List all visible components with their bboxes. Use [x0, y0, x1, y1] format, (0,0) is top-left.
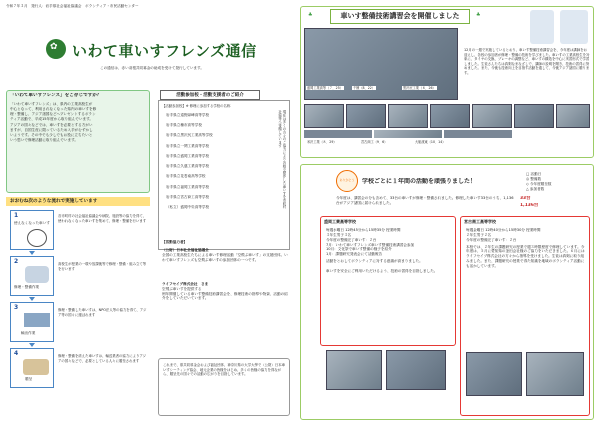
school-card-item: 毎週金曜日 12時40分から15時30分 授業時間 [466, 228, 541, 232]
supporter-name: （公財）日本社会福祉協議会 [162, 248, 209, 252]
workshop-photo [514, 104, 554, 128]
workshop-photo-strip [444, 130, 512, 138]
logo-flower-icon: ✿ [50, 42, 58, 52]
intro-line: 「いわて車いすフレンズ」は、県内の工業高校生が [10, 102, 93, 106]
results-title: 学校ごとに１年間の活動を頑張りました！ [362, 178, 477, 185]
school-card-item: 毎週水曜日 12時45分から15時35分 授業時間 [326, 228, 401, 232]
supporter-desc: 例年開催している車いす整備技術講習会を、修理技術の指導や物資、活動の紹介をしていただいています。 [162, 291, 288, 301]
workshop-body: 12月の一週で実施しているとおり、車いす整備技術講習会を、今年度は講師をお迎えし、各校の参加者が修理・整備の技術を学びました。車いすの工業高校生を対象に、タイヤの交換、ブレーキの調整など、車いすの構造を中心に実習形式で学習しました。生徒さんたちは真剣なまなざしで、講師の説明を聞き、技術の習得に努めました。また、今後も技術向上を目指す活動を通して、今後アジア諸国に贈ります。 [464, 48, 590, 75]
workshop-photo [388, 104, 428, 128]
school-card-item: 車いすを安全にご利用いただけるよう、技術の習得を目指しました。 [326, 269, 438, 274]
school-card-item: 1月：課題研究発表会にて活動報告 [326, 252, 383, 257]
workshop-photo [304, 104, 344, 128]
mascot-illustration [560, 10, 588, 44]
legend-item: ◎ 整備数 [526, 176, 542, 181]
workshop-photo-strip [374, 130, 442, 138]
school-item: 岩手県立宮古商工高等学校 [166, 194, 210, 199]
supporters-heading: 【活動協力者】 [162, 240, 188, 244]
morioka-photo [326, 350, 382, 390]
photo-caption: 宮古商工（9．6） [361, 140, 388, 144]
step-number: 4 [14, 350, 19, 357]
results-summary: 今年度は、講習会の分も含めて、33台の車いすが修理・整備されました。修理した車いす33台のうち、1,136台がアジア諸国に届けられました。 [336, 196, 514, 205]
arrow-down-icon [29, 251, 35, 255]
intro-line: いう思いで修理活動に取り組んでいます。 [10, 137, 78, 142]
flow-step-4 [10, 348, 54, 388]
school-list [166, 113, 266, 215]
workshop-photo [472, 104, 512, 128]
school-item: 岩手県立種市高等学校 [166, 123, 202, 128]
intro-line: いようです。その中でも少しでもお役に立ちたいと [10, 133, 93, 138]
legend-item: △ 参加者数 [526, 186, 545, 191]
clover-icon: ♣ [308, 12, 313, 18]
step-number: 1 [14, 212, 19, 219]
school-item: 岩手県立遠野緑峰高等学校 [166, 113, 210, 117]
workshop-photo [430, 104, 470, 128]
logo [46, 39, 66, 59]
thanks-note: これまで、県共同募金会および福祉団体、神奈川県の大学大學で（公財）日本車いすシーティング協会、地元企業の皆様をはじめ、多くの皆様の協力を得ながら、贈呈先の国々での活動の広がりを目指しています。 [158, 358, 290, 416]
flow-step-2 [10, 256, 54, 296]
miyako-photo [526, 352, 584, 396]
intro-line: ますが、自国生産に限っているため入手がむずかし [10, 128, 93, 133]
morioka-photo [386, 350, 446, 390]
step-label: 使えなくなった車いす [14, 221, 50, 225]
schools-side-note: 現在は多くの方々のご協力により各校で製作した車いすを市町村社協等へ寄贈しています [277, 110, 286, 209]
school-item: 岩手県立花巻南高等学校 [166, 174, 206, 179]
photo-caption: 千厩（8．22） [353, 86, 376, 90]
clover-icon: ♣ [476, 12, 481, 18]
flow-step-3 [10, 302, 54, 342]
photo-caption: 盛岡工業高等（７．25） [307, 86, 343, 90]
school-card-item: ３年生男子３名 [326, 232, 352, 237]
legend [526, 172, 590, 191]
school-card-item: 本校では、２年生の課題研究の授業で週３時限程度で修理しています。今年度は、５月に愛知県の釜田会社様のご協力をいただきました。６月にはライフセイブ株式会社の方々から指導を受けました。生徒は真剣に取り組みました。また、課題研究の授業で得た知識を地域のボランティア活動にも活かしています。 [466, 244, 585, 268]
intro-line: アジアの国々などでは、車いすを必要とする方がい [10, 123, 93, 128]
newsletter-title: いわて車いすフレンズ通信 [72, 42, 257, 60]
supporter-desc: 全国の工業高校生たちによる車いす修理活動「空飛ぶ車いす」の支援団体。いわて車いすフレンズも空飛ぶ車いすの参加団体の一つです。 [162, 252, 288, 262]
gift-icon [23, 359, 49, 375]
school-card-item: 今年度の整備完了車いす：２台 [326, 237, 377, 242]
school-item: 岩手県立盛岡工業高等学校 [166, 153, 210, 158]
step-desc: 各市町村の社会福祉協議会や病院、施設等の協力を得て、使われなくなった車いすを集めて、修理・整備を行います [58, 214, 147, 223]
intro-line: ティア活動で、平成15年度から取り組んでいます。 [10, 116, 93, 121]
step-desc: 高校生が授業の一環や放課後等で修理・整備・組み立て等を行います [58, 262, 147, 271]
workshop-photo-strip [304, 130, 372, 138]
school-card-item: 活動をとおしてボランティアに対する意識が高まりました。 [326, 259, 423, 264]
supporter-desc: 空飛ぶ車いすを提供する [162, 286, 202, 291]
miyako-photo [466, 352, 522, 396]
workshop-title: 車いす整備技術講習会を開催しました [330, 9, 470, 24]
photo-caption: 大船渡東（10．14） [415, 140, 446, 144]
ship-icon [24, 313, 50, 327]
school-card-items [326, 228, 452, 279]
thanks-badge-text: ありがとう [339, 178, 355, 182]
mascot-illustration [530, 10, 554, 44]
school-item: 岩手県立久慈工業高等学校 [166, 164, 210, 169]
issue-line: 令和７年３月 発行人：岩手県社会福祉協議会 ボランティア・市民活動センター [6, 4, 139, 8]
supporters-list [162, 248, 288, 318]
flow-step-1 [10, 210, 54, 250]
summary-total: 1,136台 [520, 203, 539, 208]
school-item: （私立）盛岡中央高等学校 [166, 205, 210, 210]
flow-heading: おおむね次のような流れで実施しています [6, 197, 150, 206]
schools-heading: 活動参加校・活動支援者のご紹介 [160, 90, 260, 100]
school-item: 岩手県立黒沢尻工業高等学校 [166, 133, 213, 138]
intro-line: 中心となって、利用されなくなった県内の車いすを修 [10, 106, 97, 111]
workshop-photo [556, 104, 590, 128]
legend-item: □ 活動日 [526, 172, 542, 176]
intro-line: 理・整備し、アジア諸国などへプレゼントするボラン [10, 111, 96, 116]
school-card-item: ２年生男子２名 [466, 232, 492, 237]
legend-item: ◇ 今年度贈呈数 [526, 181, 552, 186]
step-desc: 修理・整備した車いすは、NPO法人等の協力を得て、アジア等の国々に運ばれます [58, 308, 147, 317]
supporter-name: ライフセイブ株式会社 さま [162, 281, 209, 286]
repair-icon [25, 266, 49, 283]
step-label: 輸出作業 [21, 331, 36, 335]
step-number: 3 [14, 304, 19, 311]
step-label: 修理・整備作業 [14, 285, 40, 289]
school-card-item: 10月：文化祭で車いす整備の様子を紹介 [326, 247, 392, 252]
intro-heading: 「いわて車いすフレンズ」をご存じですか？ [10, 93, 102, 98]
summary-count: 33台 [520, 196, 531, 201]
school-card-title: 宮古商工高等学校 [464, 219, 496, 224]
intro-body [10, 102, 148, 143]
step-desc: 修理・整備を終えた車いすは、輸送業者の協力によりアジアの国々などで、必要としている人々に贈呈されます [58, 354, 147, 363]
arrow-down-icon [29, 297, 35, 301]
school-card-item: 今年度の整備完了車いす：２台 [466, 237, 517, 242]
school-card-item: 7月：いわて車いすフレンズ車いす整備技術講習会参加 [326, 242, 415, 247]
wheelchair-icon [27, 229, 47, 247]
school-card-title: 盛岡工業高等学校 [324, 219, 356, 224]
photo-caption: 米沢工業（８．29） [307, 140, 337, 144]
school-item: 岩手県立福岡工業高等学校 [166, 184, 210, 189]
school-item: 岩手県立一関工業高等学校 [166, 143, 210, 148]
masthead-subtitle: この通信は、赤い羽根共同募金の助成を受けて発行しています。 [100, 66, 204, 70]
step-number: 2 [14, 258, 19, 265]
schools-subheading: 【活動参加校】※ 修理に参加する学校の名称 [162, 104, 231, 108]
arrow-down-icon [29, 343, 35, 347]
photo-caption: 黒沢尻工業（８．26） [403, 86, 436, 90]
step-label: 贈呈 [25, 377, 33, 381]
school-card-items [466, 228, 586, 315]
workshop-photo [346, 104, 386, 128]
